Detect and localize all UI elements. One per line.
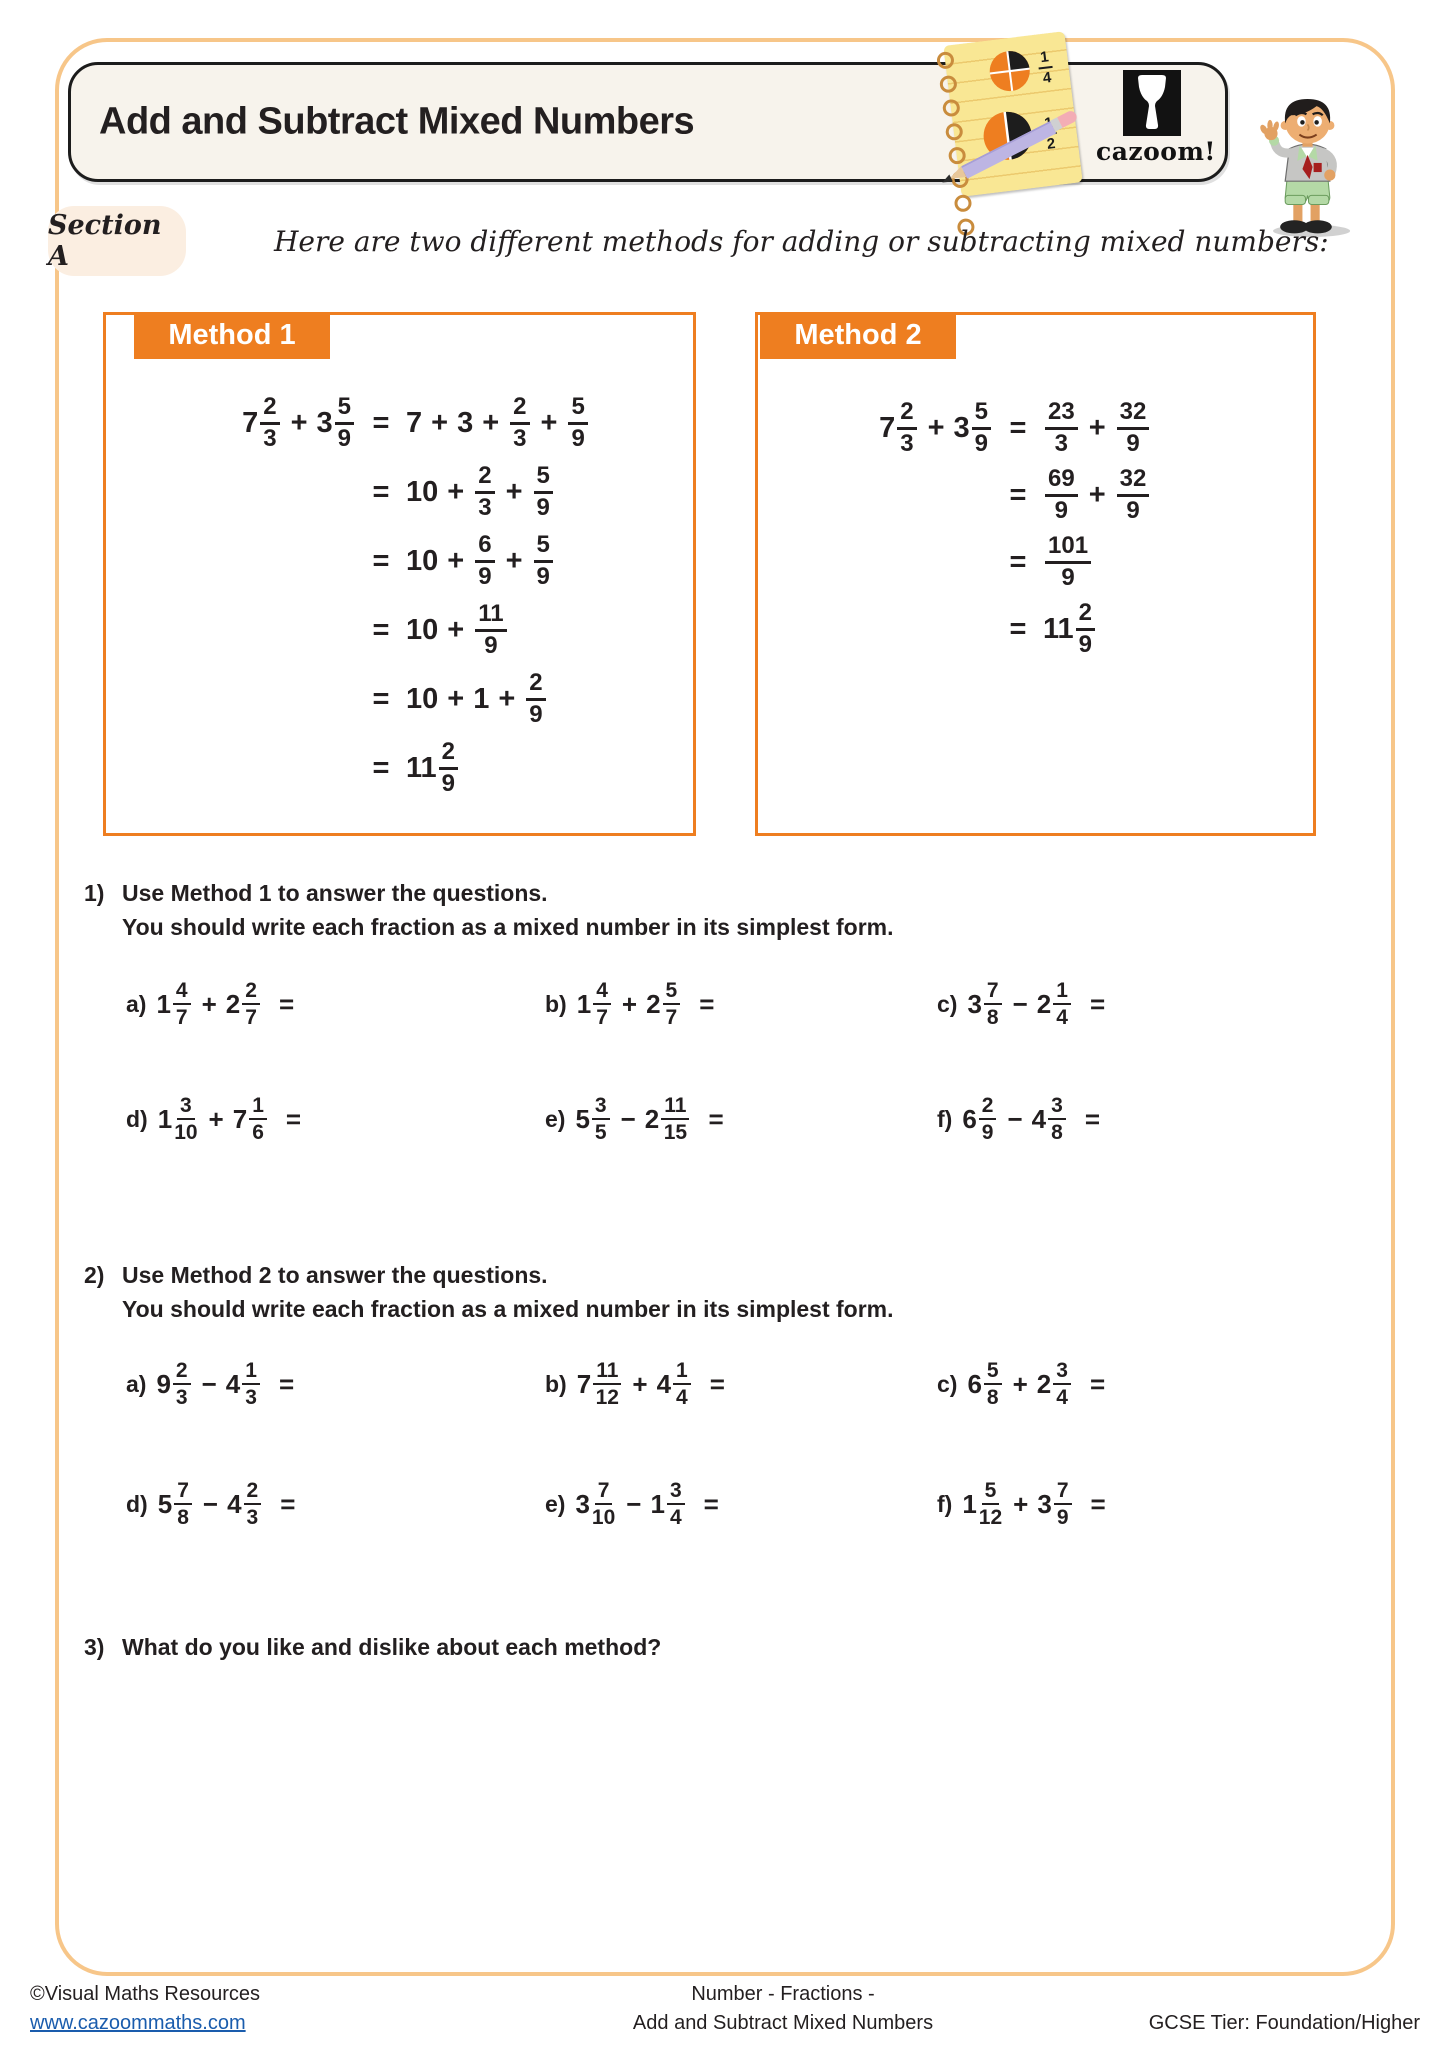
footer-topic-line2: Add and Subtract Mixed Numbers	[632, 2012, 934, 2034]
q1-item-b: b) 1 $\frac{4}{7}$ + 2 $\frac{5}{7}$ =	[545, 973, 723, 1035]
equation-lhs: 7 $\frac{2}{3}$ + 3 $\frac{5}{9}$	[758, 400, 993, 456]
method2-step-row	[758, 601, 1313, 657]
equals-sign: =	[372, 544, 390, 577]
question3-number: 3)	[84, 1634, 105, 1660]
page-title: Add and Subtract Mixed Numbers	[99, 100, 695, 143]
method2-step-row	[758, 467, 1313, 523]
cazoom-logo	[1096, 70, 1216, 166]
equals-sign: =	[372, 751, 390, 784]
q1-equation-a: 1 $\frac{4}{7}$ + 2 $\frac{2}{7}$ =	[156, 978, 295, 1029]
q2-equation-e: 3 $\frac{7}{10}$ − 1 $\frac{3}{4}$ =	[575, 1478, 719, 1529]
footer-website-link[interactable]: www.cazoommaths.com	[30, 2012, 246, 2034]
equation-rhs: $\frac{101}{9}$	[1043, 534, 1313, 590]
q1-item-a: a) 1 $\frac{4}{7}$ + 2 $\frac{2}{7}$ =	[126, 973, 303, 1035]
cazoom-brand-text: cazoom!	[1096, 137, 1216, 166]
section-a-instruction: Here are two different methods for adding or subtracting mixed numbers:	[274, 224, 1329, 258]
equation-rhs: 11 $\frac{2}{9}$	[406, 740, 693, 796]
equation-rhs: 7 + 3 + $\frac{2}{3}$ + $\frac{5}{9}$	[406, 395, 693, 451]
footer-tier: GCSE Tier: Foundation/Higher	[1148, 2012, 1420, 2034]
method1-step-row	[106, 740, 693, 796]
method2-step-row	[758, 400, 1313, 456]
equation-rhs: 11 $\frac{2}{9}$	[1043, 601, 1313, 657]
equation-rhs: 10 + $\frac{11}{9}$	[406, 602, 693, 658]
method2-step-row	[758, 534, 1313, 590]
question2-number: 2)	[84, 1262, 105, 1288]
method1-tab: Method 1	[134, 312, 330, 359]
equation-rhs: 10 + $\frac{6}{9}$ + $\frac{5}{9}$	[406, 533, 693, 589]
q1-item-d: d) 1 $\frac{3}{10}$ + 7 $\frac{1}{6}$ =	[126, 1088, 310, 1150]
equals-sign: =	[1009, 545, 1027, 578]
half-fraction-label: 2	[1041, 115, 1060, 152]
q2-equation-d: 5 $\frac{7}{8}$ − 4 $\frac{2}{3}$ =	[157, 1478, 296, 1529]
q1-equation-b: 1 $\frac{4}{7}$ + 2 $\frac{5}{7}$ =	[576, 978, 715, 1029]
equation-rhs: $\frac{23}{3}$ + $\frac{32}{9}$	[1043, 400, 1313, 456]
q2-item-c: c) 6 $\frac{5}{8}$ + 2 $\frac{3}{4}$ =	[937, 1353, 1114, 1415]
method2-box	[755, 312, 1316, 836]
equals-sign: =	[1009, 478, 1027, 511]
q1-equation-e: 5 $\frac{3}{5}$ − 2 $\frac{11}{15}$ =	[575, 1093, 724, 1144]
question2-text: Use Method 2 to answer the questions. You should write each fraction as a mixed number in its simplest form.	[122, 1262, 894, 1322]
q1-equation-c: 3 $\frac{7}{8}$ − 2 $\frac{1}{4}$ =	[967, 978, 1106, 1029]
q2-equation-f: 1 $\frac{5}{12}$ + 3 $\frac{7}{9}$ =	[962, 1478, 1106, 1529]
quarter-fraction-label: $\frac{1}{4}$	[1036, 49, 1055, 86]
q1-item-e: e) 5 $\frac{3}{5}$ − 2 $\frac{11}{15}$ =	[545, 1088, 733, 1150]
equation-rhs: $\frac{69}{9}$ + $\frac{32}{9}$	[1043, 467, 1313, 523]
q2-item-d: d) 5 $\frac{7}{8}$ − 4 $\frac{2}{3}$ =	[126, 1473, 304, 1535]
section-a-label: Section A	[48, 210, 162, 272]
equals-sign: =	[372, 682, 390, 715]
method1-step-row	[106, 533, 693, 589]
method1-step-row	[106, 602, 693, 658]
q2-item-b: b) 7 $\frac{11}{12}$ + 4 $\frac{1}{4}$ =	[545, 1353, 734, 1415]
quarter-pie-chart-icon	[986, 48, 1033, 95]
footer-center	[483, 1980, 1083, 2038]
equation-rhs: 10 + $\frac{2}{3}$ + $\frac{5}{9}$	[406, 464, 693, 520]
q1-item-c: c) 3 $\frac{7}{8}$ − 2 $\frac{1}{4}$ =	[937, 973, 1114, 1035]
q1-item-f: f) 6 $\frac{2}{9}$ − 4 $\frac{3}{8}$ =	[937, 1088, 1109, 1150]
method1-step-row	[106, 671, 693, 727]
method2-tab: Method 2	[760, 312, 956, 359]
q2-equation-a: 9 $\frac{2}{3}$ − 4 $\frac{1}{3}$ =	[156, 1358, 295, 1409]
footer-copyright: ©Visual Maths Resources	[30, 1983, 261, 2005]
method1-step-row	[106, 464, 693, 520]
q1-equation-d: 1 $\frac{3}{10}$ + 7 $\frac{1}{6}$ =	[157, 1093, 302, 1144]
section-a-badge	[48, 206, 186, 276]
q2-item-a: a) 9 $\frac{2}{3}$ − 4 $\frac{1}{3}$ =	[126, 1353, 303, 1415]
equation-lhs: 7 $\frac{2}{3}$ + 3 $\frac{5}{9}$	[106, 395, 356, 451]
q2-item-f: f) 1 $\frac{5}{12}$ + 3 $\frac{7}{9}$ =	[937, 1473, 1115, 1535]
q2-equation-c: 6 $\frac{5}{8}$ + 2 $\frac{3}{4}$ =	[967, 1358, 1106, 1409]
q2-item-e: e) 3 $\frac{7}{10}$ − 1 $\frac{3}{4}$ =	[545, 1473, 728, 1535]
question3-header	[84, 1630, 661, 1664]
question2-header	[84, 1258, 894, 1326]
equals-sign: =	[1009, 612, 1027, 645]
question1-header	[84, 876, 894, 944]
footer-topic-line1: Number - Fractions -	[691, 1983, 875, 2005]
equals-sign: =	[1009, 411, 1027, 444]
question1-number: 1)	[84, 880, 105, 906]
notebook-illustration	[938, 34, 1108, 202]
q1-equation-f: 6 $\frac{2}{9}$ − 4 $\frac{3}{8}$ =	[962, 1093, 1101, 1144]
question3-text: What do you like and dislike about each method?	[122, 1634, 662, 1660]
equals-sign: =	[372, 475, 390, 508]
method1-step-row	[106, 395, 693, 451]
q2-equation-b: 7 $\frac{11}{12}$ + 4 $\frac{1}{4}$ =	[576, 1358, 725, 1409]
cazoom-drum-icon	[1123, 70, 1181, 136]
question1-text: Use Method 1 to answer the questions. You should write each fraction as a mixed number in its simplest form.	[122, 880, 894, 940]
equals-sign: =	[372, 406, 390, 439]
method1-box	[103, 312, 696, 836]
equation-rhs: 10 + 1 + $\frac{2}{9}$	[406, 671, 693, 727]
equals-sign: =	[372, 613, 390, 646]
footer-left	[30, 1980, 260, 2038]
